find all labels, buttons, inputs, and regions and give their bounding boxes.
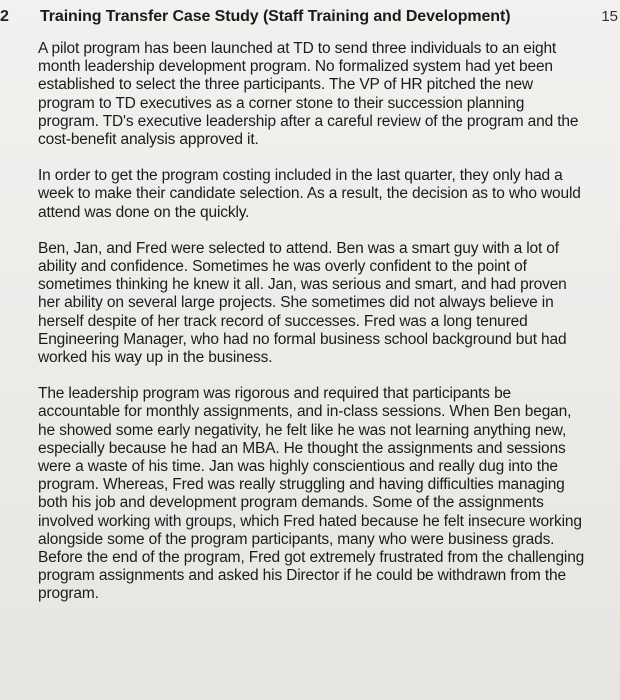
document-title: Training Transfer Case Study (Staff Training and Development) [40,8,511,25]
case-study-body [38,40,588,622]
page-number-right: 15 [601,8,618,25]
paragraph-program-experience: The leadership program was rigorous and required that participants be accountable for monthly assignments, and in-class sessions. When Ben began, he showed some early negativity, he felt like he was not learning anything new, especially because he had an MBA. He thought the assignments and sessions were a waste of his time. Jan was highly conscientious and really dug into the program. Whereas, Fred was really struggling and having difficulties managing both his job and development program demands. Some of the assignments involved working with groups, which Fred hated because he felt insecure working alongside some of the program participants, many who were business grads. Before the end of the program, Fred got extremely frustrated from the challenging program assignments and asked his Director if he could be withdrawn from the program. [38,385,585,603]
paragraph-participants: Ben, Jan, and Fred were selected to attend. Ben was a smart guy with a lot of ability and confidence. Sometimes he was overly confident to the point of sometimes thinking he knew it all. Jan, was serious and smart, and had proven her ability on several large projects. She sometimes did not always believe in herself despite of her track record of successes. Fred was a long tenured Engineering Manager, who had no formal business school background but had worked his way up in the business. [38,239,567,367]
page-number-left: 2 [0,8,9,25]
paragraph-selection-timing: In order to get the program costing included in the last quarter, they only had a week to make their candidate selection. As a result, the decision as to who would attend was done on the quickly. [38,167,581,221]
paragraph-intro: A pilot program has been launched at TD to send three individuals to an eight month leadership development program. No formalized system had yet been established to select the three participants. The VP of HR pitched the new program to TD executives as a corner stone to their succession planning program. TD's executive leadership after a careful review of the program and the cost-benefit analysis approved it. [38,40,579,149]
